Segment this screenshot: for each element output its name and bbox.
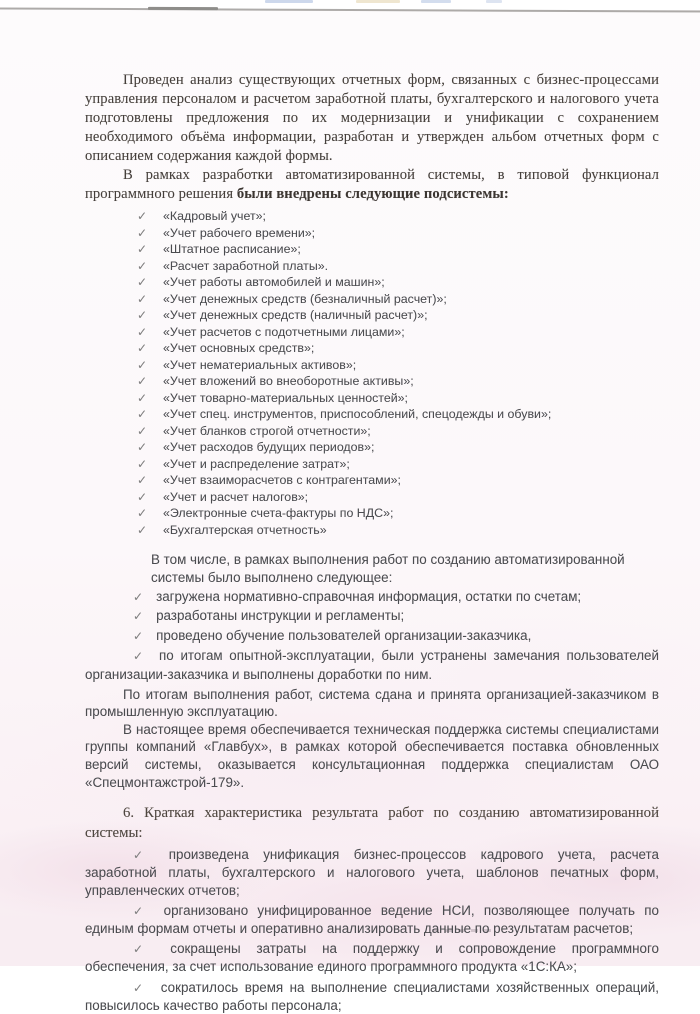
subsystem-item: [85, 208, 659, 225]
completed-works-intro: В том числе, в рамках выполнения работ по созданию автоматизированной системы было выполнено следующее:: [151, 552, 625, 585]
result-item: [85, 846, 659, 899]
check-icon: ✓: [137, 242, 148, 256]
subsystem-label: «Учет расходов будущих периодов»;: [163, 440, 375, 454]
subsystem-item: [85, 274, 659, 291]
subsystem-label: «Бухгалтерская отчетность»: [163, 522, 327, 537]
subsystem-item: [85, 522, 659, 539]
subsystem-item: [85, 439, 659, 456]
result-item: [85, 979, 659, 1014]
paragraph-acceptance: По итогам выполнения работ, система сдана и принята организацией-заказчиком в промышленную эксплуатацию.: [85, 686, 659, 720]
subsystem-item: [85, 406, 659, 423]
paragraph-framework-bold: были внедрены следующие подсистемы:: [236, 186, 509, 202]
check-icon: ✓: [137, 407, 148, 421]
subsystem-label: «Штатное расписание»;: [163, 242, 301, 256]
subsystem-item: [85, 423, 659, 440]
scan-artifact-dash: [486, 0, 502, 3]
check-icon: ✓: [137, 275, 148, 289]
check-icon: ✓: [137, 374, 148, 388]
subsystem-item: [85, 472, 659, 489]
subsystem-label: «Учет расчетов с подотчетными лицами»;: [163, 324, 405, 339]
check-icon: ✓: [133, 648, 147, 663]
subsystem-item: [85, 489, 659, 506]
check-icon: ✓: [137, 324, 148, 339]
scan-artifact-dash: [356, 0, 400, 3]
subsystem-label: «Учет нематериальных активов»;: [163, 357, 357, 372]
check-icon: ✓: [137, 506, 148, 520]
check-icon: ✓: [133, 589, 144, 604]
scan-artifact-dash: [265, 0, 313, 3]
subsystem-item: [85, 357, 659, 374]
check-icon: ✓: [133, 903, 149, 918]
subsystem-label: «Расчет заработной платы».: [163, 258, 329, 273]
subsystem-label: «Учет денежных средств (безналичный расчет)»;: [163, 291, 447, 306]
check-icon: ✓: [137, 473, 148, 487]
subsystem-item: [85, 505, 659, 522]
document-page-content: [85, 71, 659, 1014]
subsystem-item: [85, 225, 659, 242]
work-item: [85, 627, 659, 646]
check-icon: ✓: [137, 258, 148, 273]
work-item-text: загружена нормативно-справочная информация, остатки по счетам;: [156, 588, 582, 604]
section-6-heading: 6. Краткая характеристика результата работ по созданию автоматизированной системы:: [85, 805, 659, 841]
subsystem-list: [85, 208, 659, 538]
subsystem-label: «Учет основных средств»;: [163, 341, 315, 355]
result-item: [85, 940, 659, 975]
check-icon: ✓: [137, 456, 148, 471]
check-icon: ✓: [137, 489, 148, 504]
check-icon: ✓: [137, 522, 148, 537]
check-icon: ✓: [133, 980, 146, 995]
work-item-text: разработаны инструкции и регламенты;: [156, 608, 405, 624]
subsystem-label: «Электронные счета-фактуры по НДС»;: [163, 506, 394, 520]
subsystem-label: «Учет и распределение затрат»;: [163, 456, 350, 471]
paragraph-analysis: Проведен анализ существующих отчетных форм, связанных с бизнес-процессами управления персоналом и расчетом заработной платы, бухгалтерского и налогового учета подготовлены предложения по их модернизации и унификации с сохранением необходимого объёма информации, разработан и утвержден альбом отчетных форм с описанием содержания каждой формы.: [85, 72, 659, 164]
check-icon: ✓: [137, 440, 148, 454]
subsystem-label: «Кадровый учет»;: [163, 209, 267, 223]
work-item-text: проведено обучение пользователей организации-заказчика,: [156, 628, 532, 644]
subsystem-item: [85, 258, 659, 275]
check-icon: ✓: [137, 390, 148, 405]
subsystem-label: «Учет бланков строгой отчетности»;: [163, 423, 371, 438]
check-icon: ✓: [137, 308, 148, 322]
result-item-text: сокращены затраты на поддержку и сопровождение программного обеспечения, за счет использование единого программного продукта «1С:КА»;: [85, 941, 659, 975]
scan-edge-dark-segment: [148, 7, 218, 10]
check-icon: ✓: [137, 341, 148, 355]
check-icon: ✓: [137, 291, 148, 306]
paragraph-framework-text: В рамках разработки автоматизированной системы, в типовой функционал программного решения: [85, 167, 659, 202]
check-icon: ✓: [137, 357, 148, 372]
check-icon: ✓: [137, 225, 148, 240]
subsystem-item: [85, 241, 659, 258]
subsystem-label: «Учет рабочего времени»;: [163, 225, 316, 240]
subsystem-item: [85, 340, 659, 357]
check-icon: ✓: [133, 942, 156, 957]
completed-works-block: [85, 551, 659, 684]
subsystem-item: [85, 324, 659, 341]
check-icon: ✓: [133, 609, 144, 624]
subsystem-item: [85, 390, 659, 407]
result-item-text: организовано унифицированное ведение НСИ, позволяющее получать по единым формам отчеты и оперативно анализировать данные по результатам расчетов;: [85, 902, 659, 936]
result-item: [85, 902, 659, 937]
scan-artifact-dash: [421, 0, 451, 3]
check-icon: ✓: [133, 629, 144, 644]
paragraph-support: В настоящее время обеспечивается техническая поддержка системы специалистами группы компаний «Главбух», в рамках которой обеспечивается поставка обновленных версий системы, оказывается консультационная поддержка специалистам ОАО «Спецмонтажстрой-179».: [85, 721, 659, 790]
paragraph-framework: [85, 166, 659, 204]
subsystem-label: «Учет и расчет налогов»;: [163, 489, 309, 504]
work-item-text: по итогам опытной-эксплуатации, были устранены замечания пользователей организации-заказчика и выполнены доработки по ним.: [85, 647, 659, 682]
check-icon: ✓: [137, 423, 148, 438]
subsystem-label: «Учет спец. инструментов, приспособлений, спецодежды и обуви»;: [163, 407, 552, 421]
result-item-text: сократилось время на выполнение специалистами хозяйственных операций, повысилось качество работы персонала;: [85, 979, 659, 1013]
subsystem-item: [85, 456, 659, 473]
subsystem-item: [85, 307, 659, 324]
subsystem-label: «Учет вложений во внеоборотные активы»;: [163, 374, 414, 388]
subsystem-label: «Учет товарно-материальных ценностей»;: [163, 390, 408, 405]
subsystem-label: «Учет работы автомобилей и машин»;: [163, 275, 385, 289]
subsystem-item: [85, 373, 659, 390]
result-item-text: произведена унификация бизнес-процессов кадрового учета, расчета заработной платы, бухгалтерского и налогового учета, шаблонов печатных форм, управленческих отчетов;: [85, 847, 659, 898]
work-item: [85, 607, 659, 626]
check-icon: ✓: [137, 209, 148, 223]
subsystem-item: [85, 291, 659, 308]
work-item: [85, 588, 659, 607]
subsystem-label: «Учет денежных средств (наличный расчет)»;: [163, 308, 428, 322]
subsystem-label: «Учет взаиморасчетов с контрагентами»;: [163, 473, 401, 487]
work-item: [85, 647, 659, 684]
check-icon: ✓: [133, 848, 154, 863]
